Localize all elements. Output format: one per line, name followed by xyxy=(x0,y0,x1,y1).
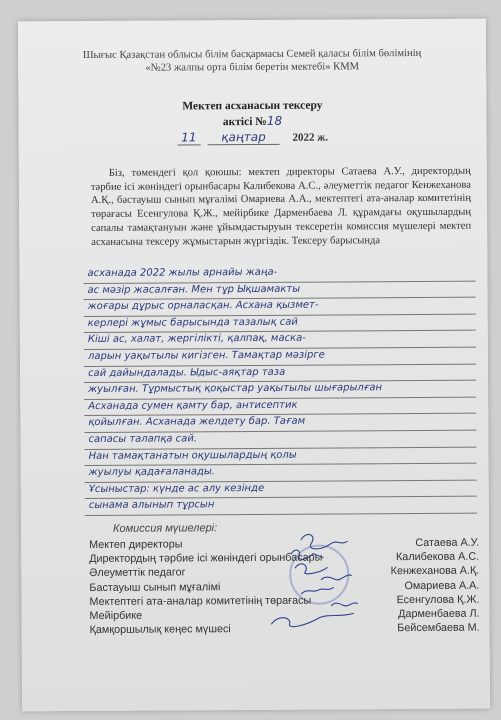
member-name: Сатаева А.У. xyxy=(415,536,480,550)
org-header-line2: «№23 жалпы орта білім беретін мектебі» КММ xyxy=(145,61,360,74)
committee-heading: Комиссия мүшелері: xyxy=(112,522,218,535)
member-role: Директордың тәрбие ісі жөніндегі орынбасары xyxy=(89,551,323,566)
org-header-line1: Шығыс Қазақстан облысы білім басқармасы Семей қаласы білім бөлімінің xyxy=(82,47,422,62)
handwritten-line: Нан тамақтанатын оқушылардың қолы xyxy=(85,447,477,466)
handwritten-line: жуылуы қадағаланады. xyxy=(85,464,477,483)
member-role: Мектептегі ата-аналар комитетінің төрағасы xyxy=(89,594,312,608)
handwritten-line: асханада 2022 жылы арнайы жаңа- xyxy=(83,265,475,284)
intro-paragraph xyxy=(91,165,471,250)
member-role: Мектеп директоры xyxy=(89,538,183,552)
date-day: 11 xyxy=(177,130,200,145)
date-year: 2022 ж. xyxy=(292,131,329,144)
handwritten-line: жоғары дұрыс орналасқан. Асхана қызмет- xyxy=(84,298,476,317)
act-number-line xyxy=(18,113,486,130)
handwritten-line: сай дайындалады. Ыдыс-аяқтар таза xyxy=(84,364,476,383)
member-name: Калибекова А.С. xyxy=(395,550,480,564)
handwritten-line: ларын уақытылы кигізген. Тамақтар мәзірге xyxy=(84,348,476,367)
document-title: Мектеп асханасын тексеру xyxy=(182,99,323,113)
member-name: Бейсембаева М. xyxy=(397,621,480,635)
date-line xyxy=(19,129,487,146)
handwritten-line: ас мәзір жасалған. Мен тұр Ықшамакты xyxy=(83,281,475,300)
member-name: Омариева А.А. xyxy=(404,579,480,592)
handwritten-line: Асханада сумен қамту бар, антисептик xyxy=(84,397,476,416)
handwritten-line: сынама алынып тұрсын xyxy=(85,497,477,516)
member-name: Дарменбаева Л. xyxy=(398,607,480,621)
handwritten-line: сапасы талапқа сай. xyxy=(84,431,476,450)
date-month: қаңтар xyxy=(207,130,280,145)
committee-member xyxy=(90,622,480,639)
document-page xyxy=(18,19,490,712)
member-name: Кенжеханова А.Қ. xyxy=(390,565,480,578)
handwritten-line: қойылған. Асханада желдету бар. Тағам xyxy=(84,414,476,433)
handwritten-line: Ұсыныстар: күнде ас алу кезінде xyxy=(85,480,477,499)
member-role: Бастауыш сынып мұғалімі xyxy=(89,580,221,594)
handwritten-line: керлері жұмыс барысында тазалық сай xyxy=(84,314,476,333)
act-number-handwritten: 18 xyxy=(266,113,283,128)
member-role: Мейірбике xyxy=(89,609,143,622)
handwritten-line: Кіші ас, халат, жергілікті, қалпақ, маска- xyxy=(84,331,476,350)
handwritten-line: жуылған. Тұрмыстық қоқыстар уақытылы шығарылған xyxy=(84,381,476,400)
committee-members xyxy=(89,537,480,639)
member-name: Есенгулова Қ.Ж. xyxy=(396,593,480,606)
act-number-prefix: актісі № xyxy=(222,115,267,129)
intro-text: Біз, төмендегі қол қоюшы: мектеп директоры Сатаева А.У., директордың тәрбие ісі жөніндегі орынбасары Калибекова А.С., әлеуметтік педагог Кенжеханова А.Қ., бастауыш сынып мұғалімі Омариева А.А., мектептегі ата-аналар комитетінің төрағасы Есенгулова Қ.Ж., мейірбике Дарменбаева Л. құрамдағы оқушылардың сапалы тамақтануын және ұйымдастыруын тексеретін комиссия мүшелері мектеп асханасына тексеру жұмыстарын жүргіздік. Тексеру барысында xyxy=(90,165,472,248)
member-role: Қамқоршылық кеңес мүшесі xyxy=(89,623,231,637)
handwritten-findings xyxy=(83,265,477,516)
member-role: Әлеуметтік педагог xyxy=(89,566,186,580)
